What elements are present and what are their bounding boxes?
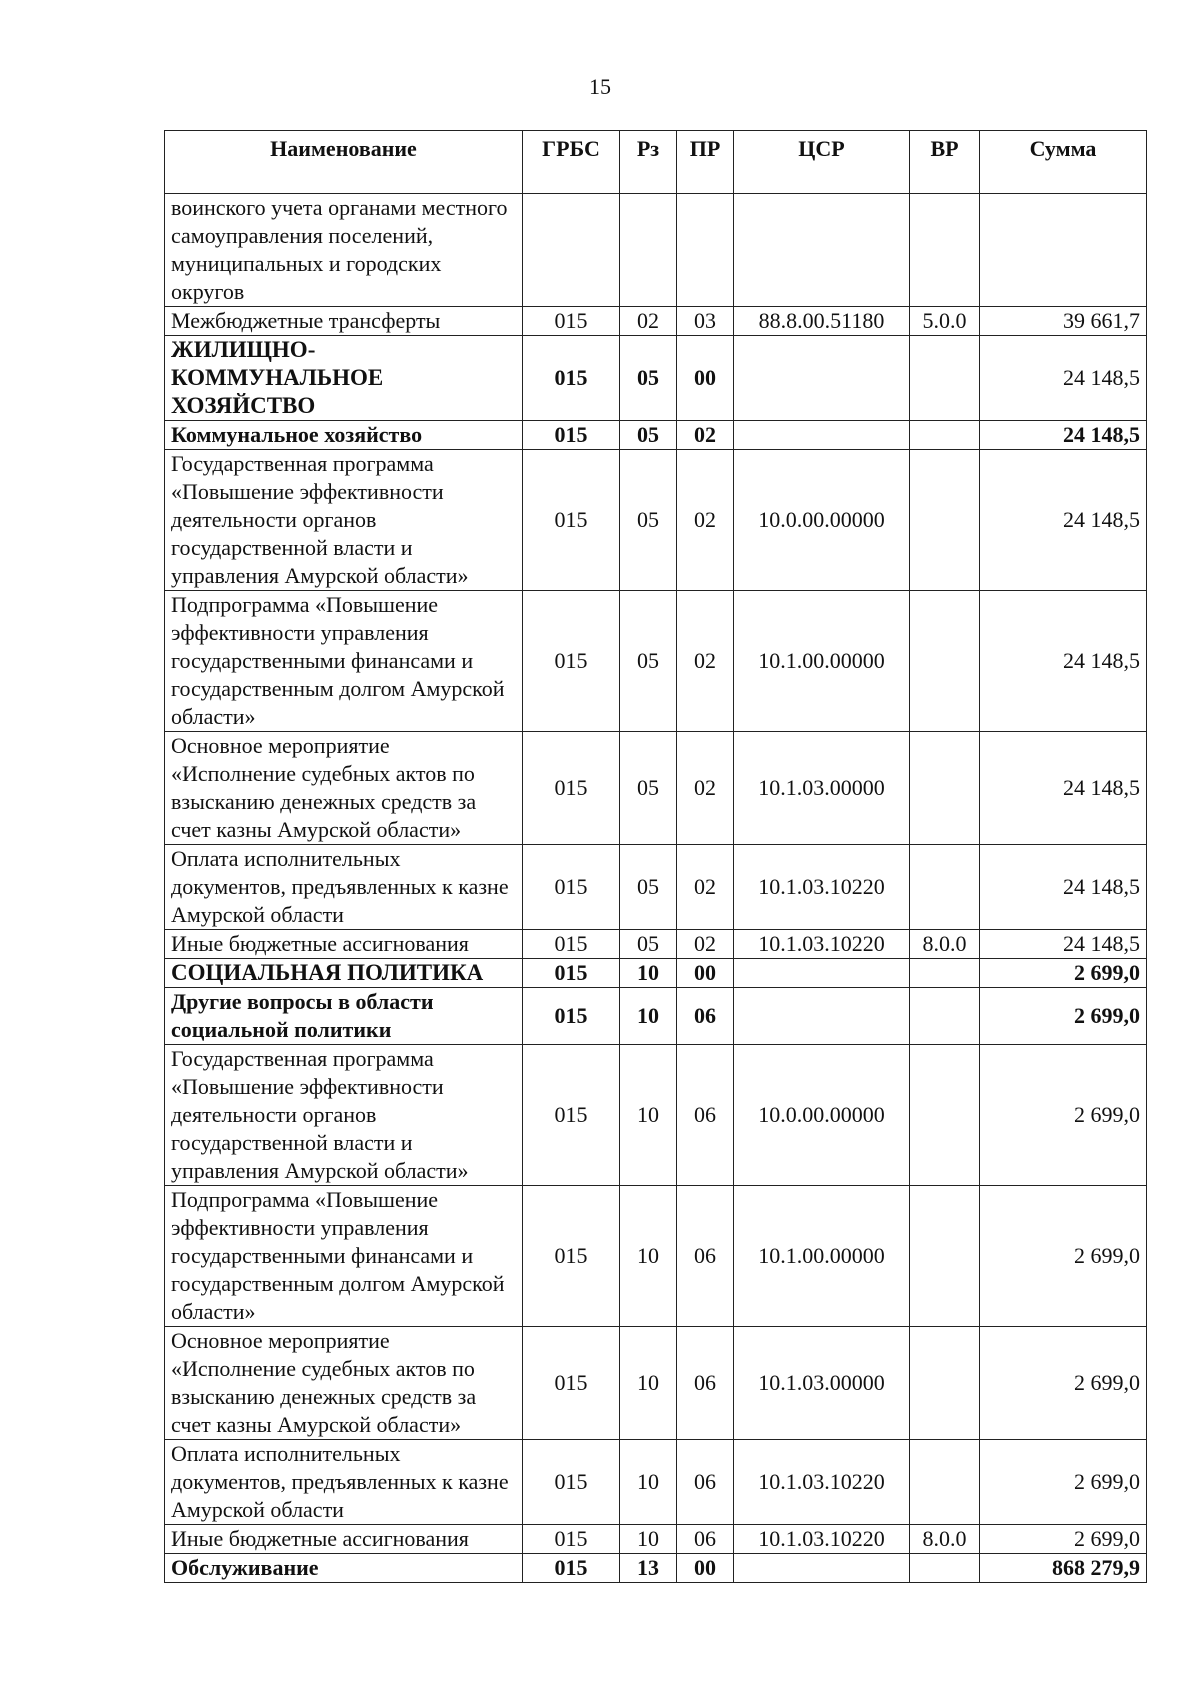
cell-csr: 10.1.00.00000 bbox=[734, 591, 910, 732]
cell-sum: 2 699,0 bbox=[980, 1440, 1147, 1525]
cell-rz: 05 bbox=[620, 421, 677, 450]
cell-grbs: 015 bbox=[523, 1525, 620, 1554]
table-row bbox=[165, 421, 1147, 450]
cell-rz bbox=[620, 194, 677, 307]
cell-vr: 5.0.0 bbox=[910, 307, 980, 336]
cell-grbs: 015 bbox=[523, 1186, 620, 1327]
cell-grbs: 015 bbox=[523, 1045, 620, 1186]
header-grbs: ГРБС bbox=[523, 131, 620, 194]
cell-sum: 24 148,5 bbox=[980, 421, 1147, 450]
cell-vr bbox=[910, 450, 980, 591]
header-row bbox=[165, 131, 1147, 194]
cell-csr: 10.1.03.10220 bbox=[734, 1525, 910, 1554]
cell-grbs: 015 bbox=[523, 336, 620, 421]
cell-vr bbox=[910, 845, 980, 930]
table-row bbox=[165, 1186, 1147, 1327]
cell-csr bbox=[734, 988, 910, 1045]
cell-pr: 02 bbox=[677, 591, 734, 732]
cell-vr bbox=[910, 988, 980, 1045]
cell-pr: 02 bbox=[677, 421, 734, 450]
cell-rz: 10 bbox=[620, 1327, 677, 1440]
header-sum: Сумма bbox=[980, 131, 1147, 194]
cell-vr bbox=[910, 1440, 980, 1525]
cell-vr bbox=[910, 336, 980, 421]
table-row bbox=[165, 930, 1147, 959]
cell-name: СОЦИАЛЬНАЯ ПОЛИТИКА bbox=[165, 959, 523, 988]
cell-sum: 2 699,0 bbox=[980, 988, 1147, 1045]
cell-vr bbox=[910, 194, 980, 307]
table-row bbox=[165, 845, 1147, 930]
cell-grbs: 015 bbox=[523, 988, 620, 1045]
cell-grbs: 015 bbox=[523, 450, 620, 591]
cell-pr: 02 bbox=[677, 930, 734, 959]
cell-pr: 02 bbox=[677, 450, 734, 591]
table-row bbox=[165, 1525, 1147, 1554]
page-number: 15 bbox=[589, 74, 611, 99]
table-row bbox=[165, 1327, 1147, 1440]
cell-sum: 868 279,9 bbox=[980, 1554, 1147, 1583]
cell-sum: 39 661,7 bbox=[980, 307, 1147, 336]
cell-csr: 10.1.00.00000 bbox=[734, 1186, 910, 1327]
cell-sum: 2 699,0 bbox=[980, 1327, 1147, 1440]
cell-rz: 02 bbox=[620, 307, 677, 336]
table-row bbox=[165, 591, 1147, 732]
cell-csr: 10.1.03.00000 bbox=[734, 732, 910, 845]
cell-pr: 06 bbox=[677, 1440, 734, 1525]
cell-grbs: 015 bbox=[523, 307, 620, 336]
cell-rz: 10 bbox=[620, 1045, 677, 1186]
cell-sum: 24 148,5 bbox=[980, 732, 1147, 845]
header-rz: Рз bbox=[620, 131, 677, 194]
cell-name: Иные бюджетные ассигнования bbox=[165, 1525, 523, 1554]
cell-name: Иные бюджетные ассигнования bbox=[165, 930, 523, 959]
cell-vr bbox=[910, 1045, 980, 1186]
cell-pr: 06 bbox=[677, 1525, 734, 1554]
table-row bbox=[165, 450, 1147, 591]
table-row bbox=[165, 959, 1147, 988]
cell-name: ЖИЛИЩНО-КОММУНАЛЬНОЕ ХОЗЯЙСТВО bbox=[165, 336, 523, 421]
cell-grbs: 015 bbox=[523, 421, 620, 450]
table-row bbox=[165, 732, 1147, 845]
cell-rz: 10 bbox=[620, 988, 677, 1045]
table-row bbox=[165, 336, 1147, 421]
cell-grbs: 015 bbox=[523, 732, 620, 845]
cell-grbs: 015 bbox=[523, 1327, 620, 1440]
cell-csr bbox=[734, 1554, 910, 1583]
table-header bbox=[165, 131, 1147, 194]
cell-sum: 24 148,5 bbox=[980, 930, 1147, 959]
cell-vr bbox=[910, 421, 980, 450]
cell-sum: 2 699,0 bbox=[980, 959, 1147, 988]
cell-name: воинского учета органами местного самоуправления поселений, муниципальных и городских округов bbox=[165, 194, 523, 307]
table-row bbox=[165, 194, 1147, 307]
cell-pr: 00 bbox=[677, 959, 734, 988]
cell-name: Государственная программа «Повышение эффективности деятельности органов государственной власти и управления Амурской области» bbox=[165, 1045, 523, 1186]
cell-sum: 2 699,0 bbox=[980, 1525, 1147, 1554]
cell-rz: 05 bbox=[620, 450, 677, 591]
cell-rz: 10 bbox=[620, 1186, 677, 1327]
cell-csr: 10.0.00.00000 bbox=[734, 450, 910, 591]
cell-rz: 13 bbox=[620, 1554, 677, 1583]
cell-name: Коммунальное хозяйство bbox=[165, 421, 523, 450]
cell-vr bbox=[910, 591, 980, 732]
cell-name: Другие вопросы в области социальной политики bbox=[165, 988, 523, 1045]
cell-grbs: 015 bbox=[523, 959, 620, 988]
cell-pr: 06 bbox=[677, 1045, 734, 1186]
cell-csr bbox=[734, 959, 910, 988]
cell-vr bbox=[910, 1327, 980, 1440]
cell-csr bbox=[734, 421, 910, 450]
cell-csr: 10.1.03.10220 bbox=[734, 845, 910, 930]
cell-rz: 05 bbox=[620, 845, 677, 930]
cell-grbs: 015 bbox=[523, 591, 620, 732]
cell-name: Обслуживание bbox=[165, 1554, 523, 1583]
cell-csr: 10.1.03.10220 bbox=[734, 1440, 910, 1525]
cell-vr bbox=[910, 959, 980, 988]
cell-name: Подпрограмма «Повышение эффективности управления государственными финансами и государственным долгом Амурской области» bbox=[165, 1186, 523, 1327]
cell-sum: 24 148,5 bbox=[980, 845, 1147, 930]
cell-csr: 10.0.00.00000 bbox=[734, 1045, 910, 1186]
cell-pr: 02 bbox=[677, 732, 734, 845]
cell-sum: 24 148,5 bbox=[980, 450, 1147, 591]
cell-sum: 2 699,0 bbox=[980, 1186, 1147, 1327]
cell-pr: 00 bbox=[677, 1554, 734, 1583]
table-row bbox=[165, 1045, 1147, 1186]
cell-rz: 10 bbox=[620, 959, 677, 988]
cell-name: Оплата исполнительных документов, предъявленных к казне Амурской области bbox=[165, 845, 523, 930]
cell-pr: 00 bbox=[677, 336, 734, 421]
cell-rz: 05 bbox=[620, 591, 677, 732]
cell-grbs: 015 bbox=[523, 930, 620, 959]
cell-csr: 88.8.00.51180 bbox=[734, 307, 910, 336]
table-row bbox=[165, 988, 1147, 1045]
cell-csr bbox=[734, 336, 910, 421]
cell-name: Основное мероприятие «Исполнение судебных актов по взысканию денежных средств за счет казны Амурской области» bbox=[165, 1327, 523, 1440]
cell-csr bbox=[734, 194, 910, 307]
header-name: Наименование bbox=[165, 131, 523, 194]
cell-vr bbox=[910, 1554, 980, 1583]
cell-grbs: 015 bbox=[523, 845, 620, 930]
cell-csr: 10.1.03.10220 bbox=[734, 930, 910, 959]
header-pr: ПР bbox=[677, 131, 734, 194]
cell-vr: 8.0.0 bbox=[910, 1525, 980, 1554]
cell-pr bbox=[677, 194, 734, 307]
table-body bbox=[165, 194, 1147, 1583]
cell-sum: 24 148,5 bbox=[980, 591, 1147, 732]
cell-rz: 05 bbox=[620, 336, 677, 421]
cell-grbs: 015 bbox=[523, 1554, 620, 1583]
budget-table bbox=[164, 130, 1147, 1583]
cell-pr: 03 bbox=[677, 307, 734, 336]
cell-sum: 24 148,5 bbox=[980, 336, 1147, 421]
cell-pr: 06 bbox=[677, 1327, 734, 1440]
cell-name: Государственная программа «Повышение эффективности деятельности органов государственной власти и управления Амурской области» bbox=[165, 450, 523, 591]
cell-rz: 05 bbox=[620, 930, 677, 959]
cell-rz: 05 bbox=[620, 732, 677, 845]
cell-pr: 06 bbox=[677, 988, 734, 1045]
cell-name: Основное мероприятие «Исполнение судебных актов по взысканию денежных средств за счет казны Амурской области» bbox=[165, 732, 523, 845]
cell-sum bbox=[980, 194, 1147, 307]
cell-grbs: 015 bbox=[523, 1440, 620, 1525]
cell-rz: 10 bbox=[620, 1525, 677, 1554]
table-row bbox=[165, 1554, 1147, 1583]
table-row bbox=[165, 1440, 1147, 1525]
header-vr: ВР bbox=[910, 131, 980, 194]
cell-name: Межбюджетные трансферты bbox=[165, 307, 523, 336]
table-row bbox=[165, 307, 1147, 336]
cell-grbs bbox=[523, 194, 620, 307]
cell-vr: 8.0.0 bbox=[910, 930, 980, 959]
cell-sum: 2 699,0 bbox=[980, 1045, 1147, 1186]
cell-rz: 10 bbox=[620, 1440, 677, 1525]
cell-name: Оплата исполнительных документов, предъявленных к казне Амурской области bbox=[165, 1440, 523, 1525]
cell-csr: 10.1.03.00000 bbox=[734, 1327, 910, 1440]
header-csr: ЦСР bbox=[734, 131, 910, 194]
cell-vr bbox=[910, 732, 980, 845]
cell-pr: 02 bbox=[677, 845, 734, 930]
cell-pr: 06 bbox=[677, 1186, 734, 1327]
cell-vr bbox=[910, 1186, 980, 1327]
cell-name: Подпрограмма «Повышение эффективности управления государственными финансами и государственным долгом Амурской области» bbox=[165, 591, 523, 732]
